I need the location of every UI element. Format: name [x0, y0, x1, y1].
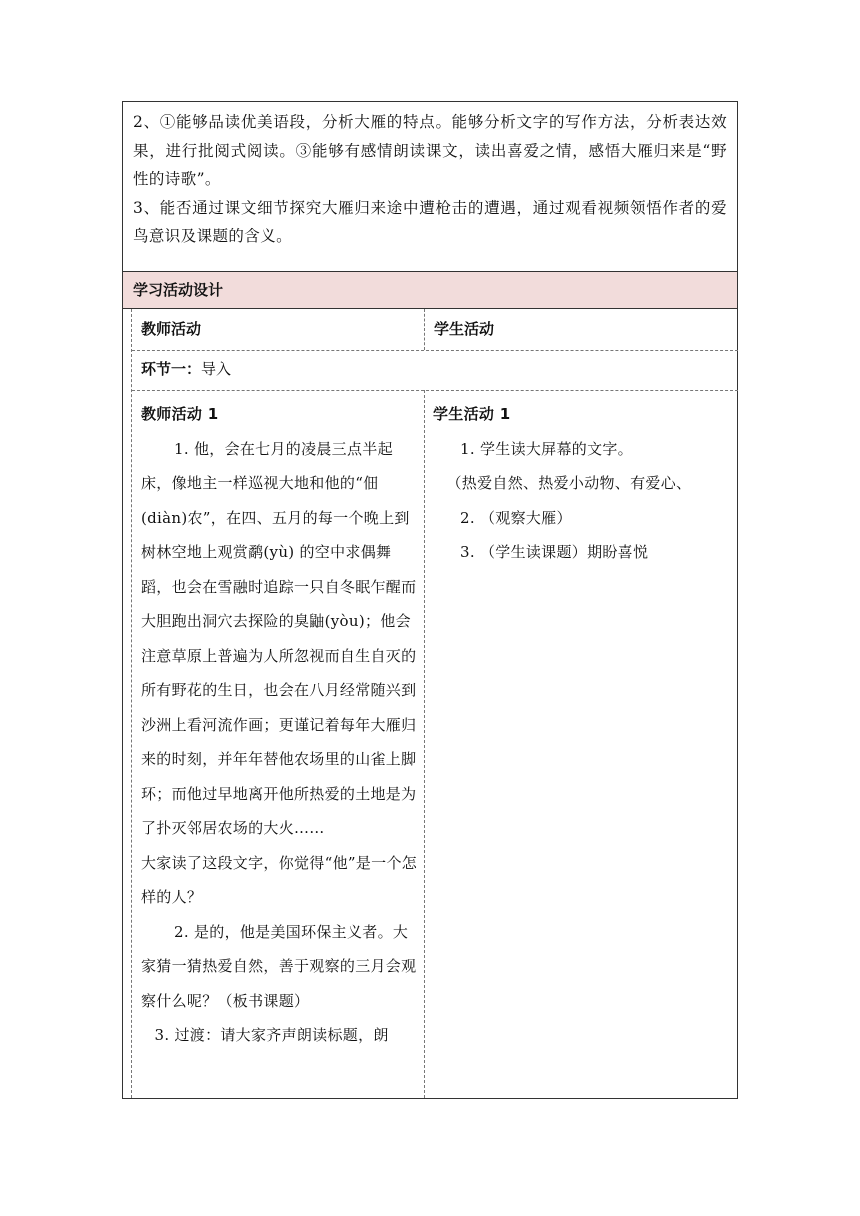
activity-grid	[131, 309, 737, 1098]
student-activity-cell	[425, 391, 738, 1098]
teacher-paragraph-4: 3. 过渡：请大家齐声朗读标题，朗	[154, 1026, 389, 1044]
stage-name: 导入	[201, 360, 232, 378]
student-item-4: 3. （学生读课题）期盼喜悦	[460, 543, 649, 561]
stage-row	[132, 351, 738, 387]
student-activity-title: 学生活动 1	[433, 405, 511, 423]
student-item-2: （热爱自然、热爱小动物、有爱心、	[446, 474, 692, 492]
teacher-paragraph-2: 大家读了这段文字，你觉得“他”是一个怎样的人？	[141, 853, 418, 906]
objective-3: 3、能否通过课文细节探究大雁归来途中遭枪击的遭遇，通过观看视频领悟作者的爱鸟意识及课题的含义。	[133, 198, 727, 245]
student-column-header: 学生活动	[434, 320, 495, 338]
learning-objectives	[123, 102, 737, 271]
lesson-plan-table	[122, 101, 738, 1099]
objective-2: 2、①能够品读优美语段，分析大雁的特点。能够分析文字的写作方法，分析表达效果，进行批阅式阅读。③能够有感情朗读课文，读出喜爱之情，感悟大雁归来是“野性的诗歌”。	[133, 113, 727, 188]
stage-label: 环节一：	[141, 360, 202, 378]
teacher-paragraph-3: 2. 是的，他是美国环保主义者。大家猜一猜热爱自然，善于观察的三月会观察什么呢？（板书课题）	[141, 922, 417, 1010]
student-item-3: 2. （观察大雁）	[460, 508, 572, 527]
section-title: 学习活动设计	[123, 271, 737, 309]
teacher-activity-title: 教师活动 1	[141, 405, 219, 423]
student-item-1: 1. 学生读大屏幕的文字。	[460, 439, 633, 458]
teacher-column-header: 教师活动	[141, 320, 202, 338]
teacher-activity-cell	[132, 391, 424, 1098]
teacher-paragraph-1: 1. 他，会在七月的凌晨三点半起床，像地主一样巡视大地和他的“佃(diàn)农”，在四、五月的每一个晚上到树林空地上观赏鹬(yù) 的空中求偶舞蹈，也会在雪融时追踪一只自冬眠乍醒而大胆跑出洞穴去探险的臭鼬(yòu)；他会注意草原上普遍为人所忽视而自生自灭的所有野花的生日，也会在八月经常随兴到沙洲上看河流作画；更谨记着每年大雁归来的时刻，并年年替他农场里的山雀上脚环；而他过早地离开他所热爱的土地是为了扑灭邻居农场的大火……	[141, 439, 417, 837]
